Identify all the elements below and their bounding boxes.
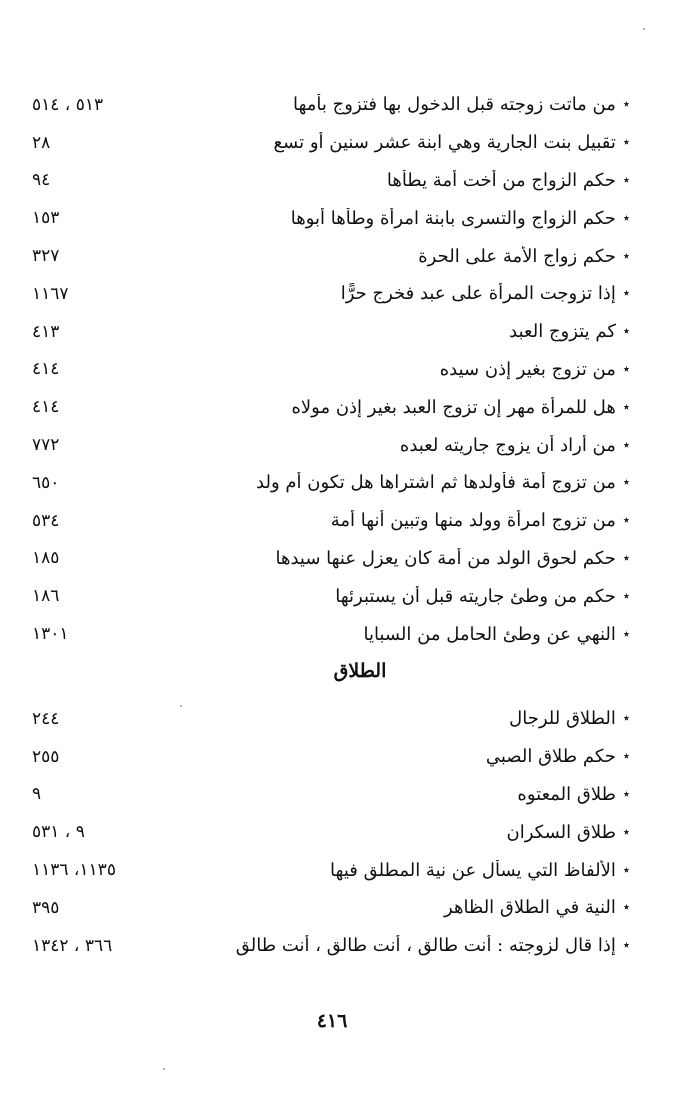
index-entry bbox=[182, 132, 630, 153]
scan-speck bbox=[163, 1068, 165, 1070]
index-row bbox=[30, 237, 630, 275]
page-reference: ٥٣٤ bbox=[32, 510, 60, 531]
index-row bbox=[30, 540, 630, 578]
index-row bbox=[30, 351, 630, 389]
entry-text: الألفاظ التي يسأل عن نية المطلق فيها bbox=[330, 859, 616, 881]
scan-speck bbox=[180, 705, 182, 707]
index-row bbox=[30, 275, 630, 313]
index-row bbox=[30, 738, 630, 776]
index-entry bbox=[182, 548, 630, 569]
page-reference: ٣٢٧ bbox=[32, 246, 60, 267]
bullet-star-icon: ٭ bbox=[622, 361, 630, 377]
page-reference: ٩ bbox=[32, 784, 42, 805]
entry-text: النهي عن وطئ الحامل من السبايا bbox=[363, 623, 616, 645]
entry-text: إذا قال لزوجته : أنت طالق ، أنت طالق ، أنت طالق bbox=[235, 935, 616, 957]
index-list-marriage bbox=[30, 86, 630, 653]
entry-text: من تزوج امرأة وولد منها وتبين أنها أمة bbox=[330, 510, 616, 532]
bullet-star-icon: ٭ bbox=[622, 399, 630, 415]
page-reference: ١٨٦ bbox=[32, 586, 60, 607]
index-entry bbox=[182, 897, 630, 918]
page-reference: ٤١٤ bbox=[32, 397, 60, 418]
bullet-star-icon: ٭ bbox=[622, 286, 630, 302]
page-reference: ١١٦٧ bbox=[32, 283, 69, 304]
entry-text: كم يتزوج العبد bbox=[509, 321, 616, 343]
bullet-star-icon: ٭ bbox=[622, 786, 630, 802]
index-entry bbox=[182, 586, 630, 607]
index-row bbox=[30, 813, 630, 851]
index-list-divorce bbox=[30, 700, 630, 965]
entry-text: حكم الزواج من أخت أمة يطأها bbox=[386, 169, 616, 191]
page-reference: ١١٣٥، ١١٣٦ bbox=[32, 860, 116, 881]
index-entry bbox=[182, 246, 630, 267]
bullet-star-icon: ٭ bbox=[622, 862, 630, 878]
index-entry bbox=[182, 784, 630, 805]
index-entry bbox=[182, 170, 630, 191]
entry-text: طلاق المعتوه bbox=[517, 783, 616, 805]
bullet-star-icon: ٭ bbox=[622, 550, 630, 566]
page-reference: ١٣٠١ bbox=[32, 624, 69, 645]
bullet-star-icon: ٭ bbox=[622, 626, 630, 642]
index-entry bbox=[182, 746, 630, 767]
entry-text: حكم من وطئ جاريته قبل أن يستبرئها bbox=[335, 585, 616, 607]
bullet-star-icon: ٭ bbox=[622, 437, 630, 453]
page-reference: ٤١٤ bbox=[32, 359, 60, 380]
page-reference: ٦٥٠ bbox=[32, 472, 60, 493]
page-reference: ١٨٥ bbox=[32, 548, 60, 569]
index-row bbox=[30, 851, 630, 889]
bullet-star-icon: ٭ bbox=[622, 824, 630, 840]
bullet-star-icon: ٭ bbox=[622, 749, 630, 765]
bullet-star-icon: ٭ bbox=[622, 135, 630, 151]
entry-text: إذا تزوجت المرأة على عبد فخرج حرًّا bbox=[340, 283, 616, 305]
index-entry bbox=[182, 208, 630, 229]
entry-text: طلاق السكران bbox=[506, 821, 616, 843]
index-row bbox=[30, 162, 630, 200]
index-entry bbox=[182, 359, 630, 380]
index-row bbox=[30, 700, 630, 738]
index-row bbox=[30, 426, 630, 464]
index-row bbox=[30, 502, 630, 540]
index-row bbox=[30, 124, 630, 162]
bullet-star-icon: ٭ bbox=[622, 97, 630, 113]
page-reference: ٢٨ bbox=[32, 132, 51, 153]
index-entry bbox=[182, 397, 630, 418]
index-row bbox=[30, 313, 630, 351]
entry-text: حكم لحوق الولد من أمة كان يعزل عنها سيدها bbox=[275, 547, 616, 569]
entry-text: النية في الطلاق الظاهر bbox=[444, 897, 616, 919]
index-row bbox=[30, 577, 630, 615]
index-entry bbox=[182, 435, 630, 456]
index-entry bbox=[182, 510, 630, 531]
entry-text: حكم زواج الأمة على الحرة bbox=[418, 245, 616, 267]
entry-text: من أراد أن يزوج جاريته لعبده bbox=[399, 434, 616, 456]
page-reference: ٣٩٥ bbox=[32, 897, 60, 918]
page-reference: ٢٤٤ bbox=[32, 708, 60, 729]
bullet-star-icon: ٭ bbox=[622, 172, 630, 188]
entry-text: تقبيل بنت الجارية وهي ابنة عشر سنين أو تسع bbox=[273, 132, 616, 154]
entry-text: من ماتت زوجته قبل الدخول بها فتزوج بأمها bbox=[293, 94, 616, 116]
page-reference: ١٥٣ bbox=[32, 208, 60, 229]
index-row bbox=[30, 615, 630, 653]
index-entry bbox=[182, 94, 630, 115]
page-reference: ٥١٣ ، ٥١٤ bbox=[32, 94, 104, 115]
index-row bbox=[30, 86, 630, 124]
entry-text: من تزوج أمة فأولدها ثم اشتراها هل تكون أم ولد bbox=[256, 472, 616, 494]
index-entry bbox=[182, 822, 630, 843]
index-entry bbox=[182, 935, 630, 956]
page-reference: ٩ ، ٥٣١ bbox=[32, 822, 85, 843]
bullet-star-icon: ٭ bbox=[622, 938, 630, 954]
bullet-star-icon: ٭ bbox=[622, 210, 630, 226]
bullet-star-icon: ٭ bbox=[622, 588, 630, 604]
index-entry bbox=[182, 860, 630, 881]
page-reference: ٩٤ bbox=[32, 170, 51, 191]
index-entry bbox=[182, 283, 630, 304]
index-row bbox=[30, 388, 630, 426]
page-reference: ٣٦٦ ، ١٣٤٢ bbox=[32, 935, 113, 956]
entry-text: حكم طلاق الصبي bbox=[485, 746, 616, 768]
index-row bbox=[30, 927, 630, 965]
index-row bbox=[30, 889, 630, 927]
index-row bbox=[30, 776, 630, 814]
page-reference: ٢٥٥ bbox=[32, 746, 60, 767]
index-entry bbox=[182, 708, 630, 729]
bullet-star-icon: ٭ bbox=[622, 900, 630, 916]
index-row bbox=[30, 199, 630, 237]
index-row bbox=[30, 464, 630, 502]
section-heading-divorce: الطلاق bbox=[333, 660, 387, 682]
scan-speck bbox=[643, 28, 645, 30]
bullet-star-icon: ٭ bbox=[622, 324, 630, 340]
bullet-star-icon: ٭ bbox=[622, 248, 630, 264]
entry-text: حكم الزواج والتسرى بابنة امرأة وطأها أبوها bbox=[290, 207, 616, 229]
bullet-star-icon: ٭ bbox=[622, 711, 630, 727]
index-entry bbox=[182, 321, 630, 342]
page-reference: ٧٧٢ bbox=[32, 435, 60, 456]
page-number: ٤١٦ bbox=[316, 1010, 348, 1032]
entry-text: من تزوج بغير إذن سيده bbox=[439, 358, 616, 380]
bullet-star-icon: ٭ bbox=[622, 475, 630, 491]
bullet-star-icon: ٭ bbox=[622, 513, 630, 529]
index-entry bbox=[182, 472, 630, 493]
entry-text: هل للمرأة مهر إن تزوج العبد بغير إذن مولاه bbox=[291, 396, 616, 418]
index-entry bbox=[182, 624, 630, 645]
entry-text: الطلاق للرجال bbox=[509, 708, 616, 730]
page-reference: ٤١٣ bbox=[32, 321, 60, 342]
